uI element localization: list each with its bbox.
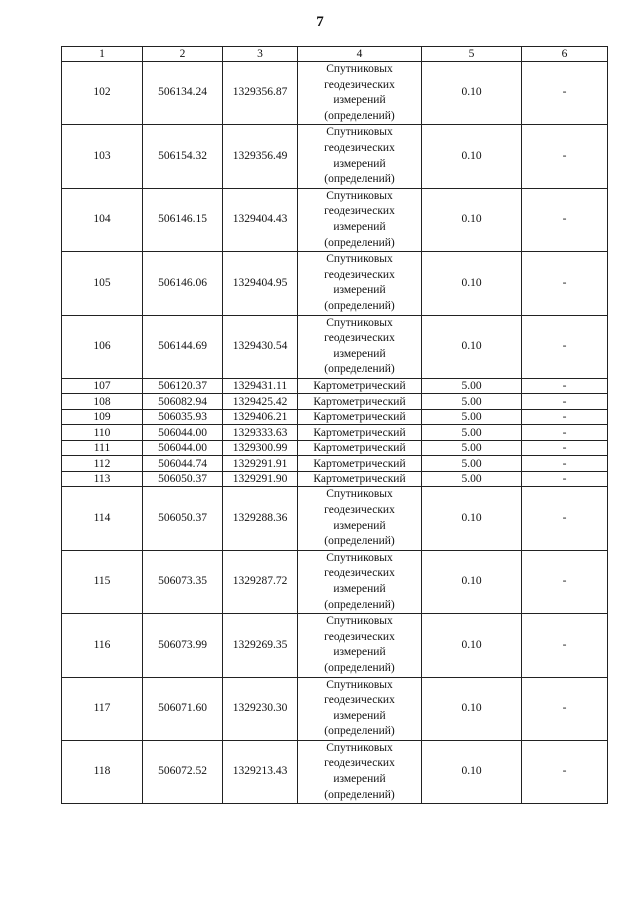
method-cell (298, 740, 422, 803)
note-cell: - (522, 125, 608, 188)
method-text: Картометрический (313, 426, 406, 439)
point-id-cell: 102 (62, 62, 143, 125)
page-number: 7 (316, 14, 324, 30)
y-coordinate-cell: 1329300.99 (223, 440, 298, 456)
table-row (62, 550, 608, 613)
note-cell: - (522, 550, 608, 613)
point-id-cell: 113 (62, 471, 143, 487)
note-cell: - (522, 740, 608, 803)
method-cell (298, 614, 422, 677)
accuracy-cell: 0.10 (422, 550, 522, 613)
point-id-cell: 110 (62, 425, 143, 441)
x-coordinate-cell: 506035.93 (143, 409, 223, 425)
x-coordinate-cell: 506050.37 (143, 487, 223, 550)
point-id-cell: 109 (62, 409, 143, 425)
note-cell: - (522, 252, 608, 315)
table-header-row (62, 47, 608, 62)
x-coordinate-cell: 506050.37 (143, 471, 223, 487)
method-text: Спутниковых геодезических измерений (определений) (324, 189, 395, 249)
method-cell (298, 550, 422, 613)
note-cell: - (522, 456, 608, 472)
y-coordinate-cell: 1329406.21 (223, 409, 298, 425)
x-coordinate-cell: 506082.94 (143, 394, 223, 410)
method-cell (298, 378, 422, 394)
note-cell: - (522, 425, 608, 441)
y-coordinate-cell: 1329425.42 (223, 394, 298, 410)
method-text: Спутниковых геодезических измерений (определений) (324, 615, 395, 674)
method-text: Спутниковых геодезических измерений (определений) (324, 63, 395, 122)
y-coordinate-cell: 1329291.91 (223, 456, 298, 472)
point-id-cell: 106 (62, 315, 143, 378)
method-text: Картометрический (313, 411, 406, 424)
column-header: 3 (223, 47, 298, 62)
y-coordinate-cell: 1329269.35 (223, 614, 298, 677)
accuracy-cell: 0.10 (422, 315, 522, 378)
accuracy-cell: 0.10 (422, 740, 522, 803)
table-row (62, 188, 608, 251)
note-cell: - (522, 614, 608, 677)
method-text: Картометрический (313, 395, 406, 408)
table-row (62, 440, 608, 456)
method-cell (298, 315, 422, 378)
y-coordinate-cell: 1329404.95 (223, 252, 298, 315)
accuracy-cell: 0.10 (422, 188, 522, 251)
y-coordinate-cell: 1329230.30 (223, 677, 298, 740)
column-header: 1 (62, 47, 143, 62)
method-text: Картометрический (313, 457, 406, 470)
note-cell: - (522, 487, 608, 550)
method-cell (298, 394, 422, 410)
accuracy-cell: 0.10 (422, 125, 522, 188)
accuracy-cell: 5.00 (422, 440, 522, 456)
method-cell (298, 440, 422, 456)
note-cell: - (522, 315, 608, 378)
method-text: Спутниковых геодезических измерений (определений) (324, 741, 395, 801)
note-cell: - (522, 62, 608, 125)
x-coordinate-cell: 506044.74 (143, 456, 223, 472)
method-text: Спутниковых геодезических измерений (определений) (324, 488, 395, 548)
method-cell (298, 252, 422, 315)
note-cell: - (522, 677, 608, 740)
method-text: Спутниковых геодезических измерений (определений) (324, 551, 395, 611)
accuracy-cell: 5.00 (422, 456, 522, 472)
method-text: Спутниковых геодезических измерений (определений) (324, 316, 395, 376)
method-cell (298, 456, 422, 472)
accuracy-cell: 5.00 (422, 394, 522, 410)
column-header: 6 (522, 47, 608, 62)
x-coordinate-cell: 506146.15 (143, 188, 223, 251)
accuracy-cell: 0.10 (422, 677, 522, 740)
table-row (62, 614, 608, 677)
point-id-cell: 117 (62, 677, 143, 740)
y-coordinate-cell: 1329356.87 (223, 62, 298, 125)
method-cell (298, 409, 422, 425)
column-header: 5 (422, 47, 522, 62)
accuracy-cell: 5.00 (422, 425, 522, 441)
x-coordinate-cell: 506134.24 (143, 62, 223, 125)
x-coordinate-cell: 506044.00 (143, 425, 223, 441)
accuracy-cell: 0.10 (422, 62, 522, 125)
method-cell (298, 425, 422, 441)
y-coordinate-cell: 1329404.43 (223, 188, 298, 251)
table-row (62, 378, 608, 394)
accuracy-cell: 0.10 (422, 487, 522, 550)
y-coordinate-cell: 1329291.90 (223, 471, 298, 487)
point-id-cell: 107 (62, 378, 143, 394)
point-id-cell: 103 (62, 125, 143, 188)
y-coordinate-cell: 1329213.43 (223, 740, 298, 803)
table-row (62, 409, 608, 425)
column-header: 4 (298, 47, 422, 62)
method-text: Картометрический (313, 473, 406, 486)
method-text: Спутниковых геодезических измерений (определений) (324, 678, 395, 738)
table-row (62, 425, 608, 441)
method-cell (298, 471, 422, 487)
method-cell (298, 62, 422, 125)
table-row (62, 252, 608, 315)
method-cell (298, 487, 422, 550)
table-row (62, 471, 608, 487)
y-coordinate-cell: 1329287.72 (223, 550, 298, 613)
note-cell: - (522, 471, 608, 487)
point-id-cell: 105 (62, 252, 143, 315)
x-coordinate-cell: 506044.00 (143, 440, 223, 456)
table-row (62, 677, 608, 740)
note-cell: - (522, 440, 608, 456)
point-id-cell: 108 (62, 394, 143, 410)
y-coordinate-cell: 1329431.11 (223, 378, 298, 394)
column-header: 2 (143, 47, 223, 62)
method-cell (298, 125, 422, 188)
accuracy-cell: 5.00 (422, 409, 522, 425)
accuracy-cell: 0.10 (422, 614, 522, 677)
note-cell: - (522, 394, 608, 410)
table-row (62, 456, 608, 472)
x-coordinate-cell: 506072.52 (143, 740, 223, 803)
method-text: Спутниковых геодезических измерений (определений) (324, 126, 395, 186)
note-cell: - (522, 378, 608, 394)
y-coordinate-cell: 1329356.49 (223, 125, 298, 188)
x-coordinate-cell: 506146.06 (143, 252, 223, 315)
point-id-cell: 112 (62, 456, 143, 472)
x-coordinate-cell: 506120.37 (143, 378, 223, 394)
method-text: Картометрический (313, 442, 406, 455)
accuracy-cell: 5.00 (422, 378, 522, 394)
table-row (62, 394, 608, 410)
x-coordinate-cell: 506071.60 (143, 677, 223, 740)
table-row (62, 62, 608, 125)
table-row (62, 487, 608, 550)
table-row (62, 740, 608, 803)
accuracy-cell: 0.10 (422, 252, 522, 315)
method-text: Картометрический (313, 380, 406, 393)
method-cell (298, 677, 422, 740)
coordinates-table (61, 46, 608, 804)
y-coordinate-cell: 1329288.36 (223, 487, 298, 550)
table-row (62, 125, 608, 188)
x-coordinate-cell: 506073.35 (143, 550, 223, 613)
point-id-cell: 114 (62, 487, 143, 550)
x-coordinate-cell: 506073.99 (143, 614, 223, 677)
point-id-cell: 118 (62, 740, 143, 803)
x-coordinate-cell: 506144.69 (143, 315, 223, 378)
method-text: Спутниковых геодезических измерений (определений) (324, 253, 395, 312)
point-id-cell: 116 (62, 614, 143, 677)
note-cell: - (522, 409, 608, 425)
point-id-cell: 104 (62, 188, 143, 251)
note-cell: - (522, 188, 608, 251)
point-id-cell: 115 (62, 550, 143, 613)
table-row (62, 315, 608, 378)
accuracy-cell: 5.00 (422, 471, 522, 487)
y-coordinate-cell: 1329430.54 (223, 315, 298, 378)
x-coordinate-cell: 506154.32 (143, 125, 223, 188)
point-id-cell: 111 (62, 440, 143, 456)
method-cell (298, 188, 422, 251)
y-coordinate-cell: 1329333.63 (223, 425, 298, 441)
